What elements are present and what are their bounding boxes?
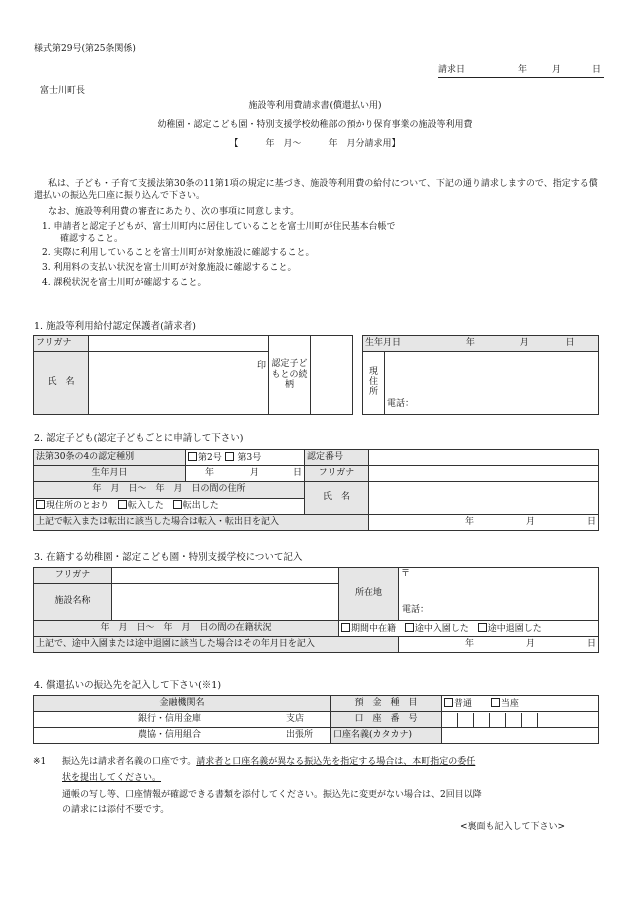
- addressee: 富士川町長: [40, 86, 86, 96]
- cert-no-label: 認定番号: [305, 450, 369, 466]
- cert-no-field[interactable]: [369, 450, 599, 466]
- transfer-date-field[interactable]: 年 月 日: [369, 515, 599, 531]
- facility-furigana-label: フリガナ: [34, 568, 112, 584]
- relation-label: 認定子どもとの続柄: [269, 336, 311, 415]
- birthdate-row: 生年月日 年 月 日: [363, 336, 599, 352]
- seal-mark: 印: [256, 361, 266, 371]
- account-no-label: 口 座 番 号: [331, 712, 442, 728]
- back-note: <裏面も記入して下さい>: [460, 822, 566, 832]
- phone-label: 電話：: [387, 399, 415, 410]
- form-id: 様式第29号(第25条関係): [34, 44, 136, 54]
- transfer-note: 上記で転入または転出に該当した場合は転入・転出日を記入: [34, 515, 369, 531]
- facility-table: [33, 567, 599, 653]
- type2-checkbox[interactable]: [188, 452, 197, 461]
- child-table: [33, 449, 599, 531]
- mid-date-field[interactable]: 年 月 日: [399, 637, 599, 653]
- note-line4: の請求には添付不要です。: [62, 805, 170, 815]
- facility-name-label: 施設名称: [34, 584, 112, 621]
- enrollment-options: 期間中在籍 途中入園した 途中退園した: [339, 621, 599, 637]
- facility-phone-label: 電話：: [402, 605, 430, 616]
- holder-field[interactable]: [442, 728, 599, 744]
- bank-field-1[interactable]: 銀行・信用金庫 支店: [34, 712, 331, 728]
- location-field[interactable]: [399, 568, 599, 621]
- child-furigana-field[interactable]: [369, 466, 599, 482]
- postal-mark: 〒: [401, 569, 411, 579]
- guardian-name-field[interactable]: [89, 352, 269, 415]
- note-line3: 通帳の写し等、口座情報が確認できる書類を添付してください。振込先に変更がない場合は、2回目以降: [62, 790, 482, 800]
- child-birthdate-label: 生年月日: [34, 466, 186, 482]
- mid-leave-checkbox[interactable]: [478, 623, 487, 632]
- account-type-label: 預 金 種 目: [331, 696, 442, 712]
- list-item: 4. 課税状況を富士川町が確認すること。: [42, 277, 207, 288]
- child-name-field[interactable]: [369, 482, 599, 515]
- child-furigana-label: フリガナ: [305, 466, 369, 482]
- child-birthdate-field[interactable]: 年 月 日: [186, 466, 305, 482]
- consent-intro: なお、施設等利用費の審査にあたり、次の事項に同意します。: [48, 207, 300, 217]
- furigana-label: フリガナ: [34, 336, 89, 352]
- residence-options: 現住所のとおり 転入した 転出した: [34, 498, 305, 515]
- enrollment-period-label: 年 月 日～ 年 月 日の間の在籍状況: [34, 621, 339, 637]
- holder-label: 口座名義(カタカナ): [331, 728, 442, 744]
- period-title: 【 年 月～ 年 月分請求用】: [229, 139, 401, 149]
- section4-heading: 4. 償還払いの振込先を記入して下さい(※1): [34, 680, 222, 691]
- section1-heading: 1. 施設等利用給付認定保護者(請求者): [34, 321, 196, 332]
- page-subtitle: 幼稚園・認定こども園・特別支援学校幼稚部の預かり保育事業の施設等利用費: [157, 120, 473, 130]
- moved-in-checkbox[interactable]: [118, 500, 127, 509]
- full-period-checkbox[interactable]: [341, 623, 350, 632]
- moved-out-checkbox[interactable]: [173, 500, 182, 509]
- intro-paragraph: 私は、子ども・子育て支援法第30条の11第1項の規定に基づき、施設等利用費の給付について、下記の通り請求しますので、指定する償還払いの振込先口座に振り込んで下さい。: [34, 179, 598, 201]
- guardian-address-field[interactable]: [385, 352, 599, 415]
- section3-heading: 3. 在籍する幼稚園・認定こども園・特別支援学校について記入: [34, 552, 303, 563]
- account-type-options: 普通 当座: [442, 696, 599, 712]
- facility-furigana-field[interactable]: [112, 568, 339, 584]
- period-address-label: 年 月 日～ 年 月 日の間の住所: [34, 482, 305, 499]
- normal-account-checkbox[interactable]: [444, 698, 453, 707]
- address-label: 現住所: [363, 352, 385, 415]
- bank-name-label: 金融機関名: [34, 696, 331, 712]
- section2-heading: 2. 認定子ども(認定子どもごとに申請して下さい): [34, 433, 244, 444]
- current-account-checkbox[interactable]: [491, 698, 500, 707]
- current-address-checkbox[interactable]: [36, 500, 45, 509]
- list-item: 1. 申請者と認定子どもが、富士川町内に居住していることを富士川町が住民基本台帳で 確認すること。: [42, 222, 396, 244]
- guardian-table: [33, 335, 599, 415]
- list-item: 2. 実際に利用していることを富士川町が対象施設に確認すること。: [42, 248, 315, 259]
- location-label: 所在地: [339, 568, 399, 621]
- mid-note: 上記で、途中入園または途中退園に該当した場合はその年月日を記入: [34, 637, 399, 653]
- consent-list: [42, 222, 395, 292]
- page-title: 施設等利用費請求書(償還払い用): [248, 101, 382, 111]
- list-item: 3. 利用料の支払い状況を富士川町が対象施設に確認すること。: [42, 263, 297, 274]
- mid-join-checkbox[interactable]: [405, 623, 414, 632]
- guardian-furigana-field[interactable]: [89, 336, 269, 352]
- request-date-label: 請求日: [438, 65, 466, 75]
- type-options: 第2号 第3号: [186, 450, 305, 466]
- note-line1: 振込先は請求者名義の口座です。請求者と口座名義が異なる振込先を指定する場合は、本町指定の委任: [62, 757, 476, 767]
- account-no-field[interactable]: [442, 712, 599, 728]
- bank-field-2[interactable]: 農協・信用組合 出張所: [34, 728, 331, 744]
- name-label: 氏 名: [34, 352, 89, 415]
- facility-name-field[interactable]: [112, 584, 339, 621]
- type-label: 法第30条の4の認定種別: [34, 450, 186, 466]
- relation-field[interactable]: [311, 336, 353, 415]
- note-mark: ※1: [33, 757, 47, 767]
- request-date: 請求日 年 月 日: [438, 66, 604, 78]
- child-name-label: 氏 名: [305, 482, 369, 515]
- type3-checkbox[interactable]: [225, 452, 234, 461]
- bank-table: [33, 695, 599, 744]
- note-line2: 状を提出してください。: [62, 773, 162, 783]
